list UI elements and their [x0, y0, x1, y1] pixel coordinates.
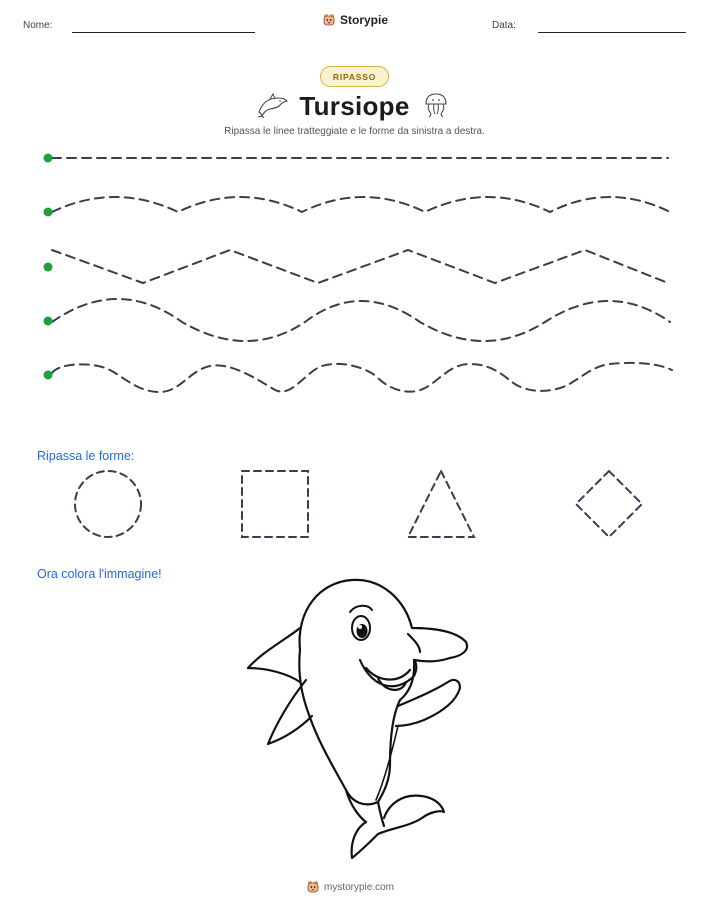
brand-name: Storypie: [340, 13, 389, 27]
name-field-line[interactable]: [72, 32, 255, 33]
footer: [306, 880, 394, 894]
storypie-logo-icon: [306, 880, 320, 894]
start-dot: [44, 371, 53, 380]
trace-diamond[interactable]: [576, 471, 642, 537]
storypie-logo-icon: [322, 13, 336, 27]
trace-line-deep-wave[interactable]: [52, 299, 670, 341]
start-dot: [44, 208, 53, 217]
dolphin-coloring-image[interactable]: [240, 575, 470, 865]
footer-url[interactable]: mystorypie.com: [324, 881, 395, 893]
review-badge: RIPASSO: [320, 66, 389, 87]
instructions: Ripassa le linee tratteggiate e le forme da sinistra a destra.: [224, 126, 485, 137]
brand: [322, 13, 388, 27]
trace-line-bumps[interactable]: [52, 363, 672, 392]
tracing-lines: [0, 140, 709, 410]
trace-square[interactable]: [242, 471, 308, 537]
date-field-line[interactable]: [538, 32, 686, 33]
start-dot: [44, 263, 53, 272]
trace-triangle[interactable]: [408, 471, 474, 537]
trace-line-wave[interactable]: [52, 197, 670, 212]
trace-circle[interactable]: [75, 471, 141, 537]
shapes-heading: Ripassa le forme:: [37, 449, 135, 463]
trace-line-zigzag[interactable]: [52, 250, 668, 283]
jellyfish-doodle-icon: [422, 92, 450, 118]
start-dot: [44, 154, 53, 163]
tracing-shapes: [60, 462, 660, 548]
name-label: Nome:: [23, 20, 53, 31]
date-label: Data:: [492, 20, 516, 31]
start-dot: [44, 317, 53, 326]
coloring-heading: Ora colora l'immagine!: [37, 567, 162, 581]
page-title: Tursiope: [299, 91, 410, 121]
